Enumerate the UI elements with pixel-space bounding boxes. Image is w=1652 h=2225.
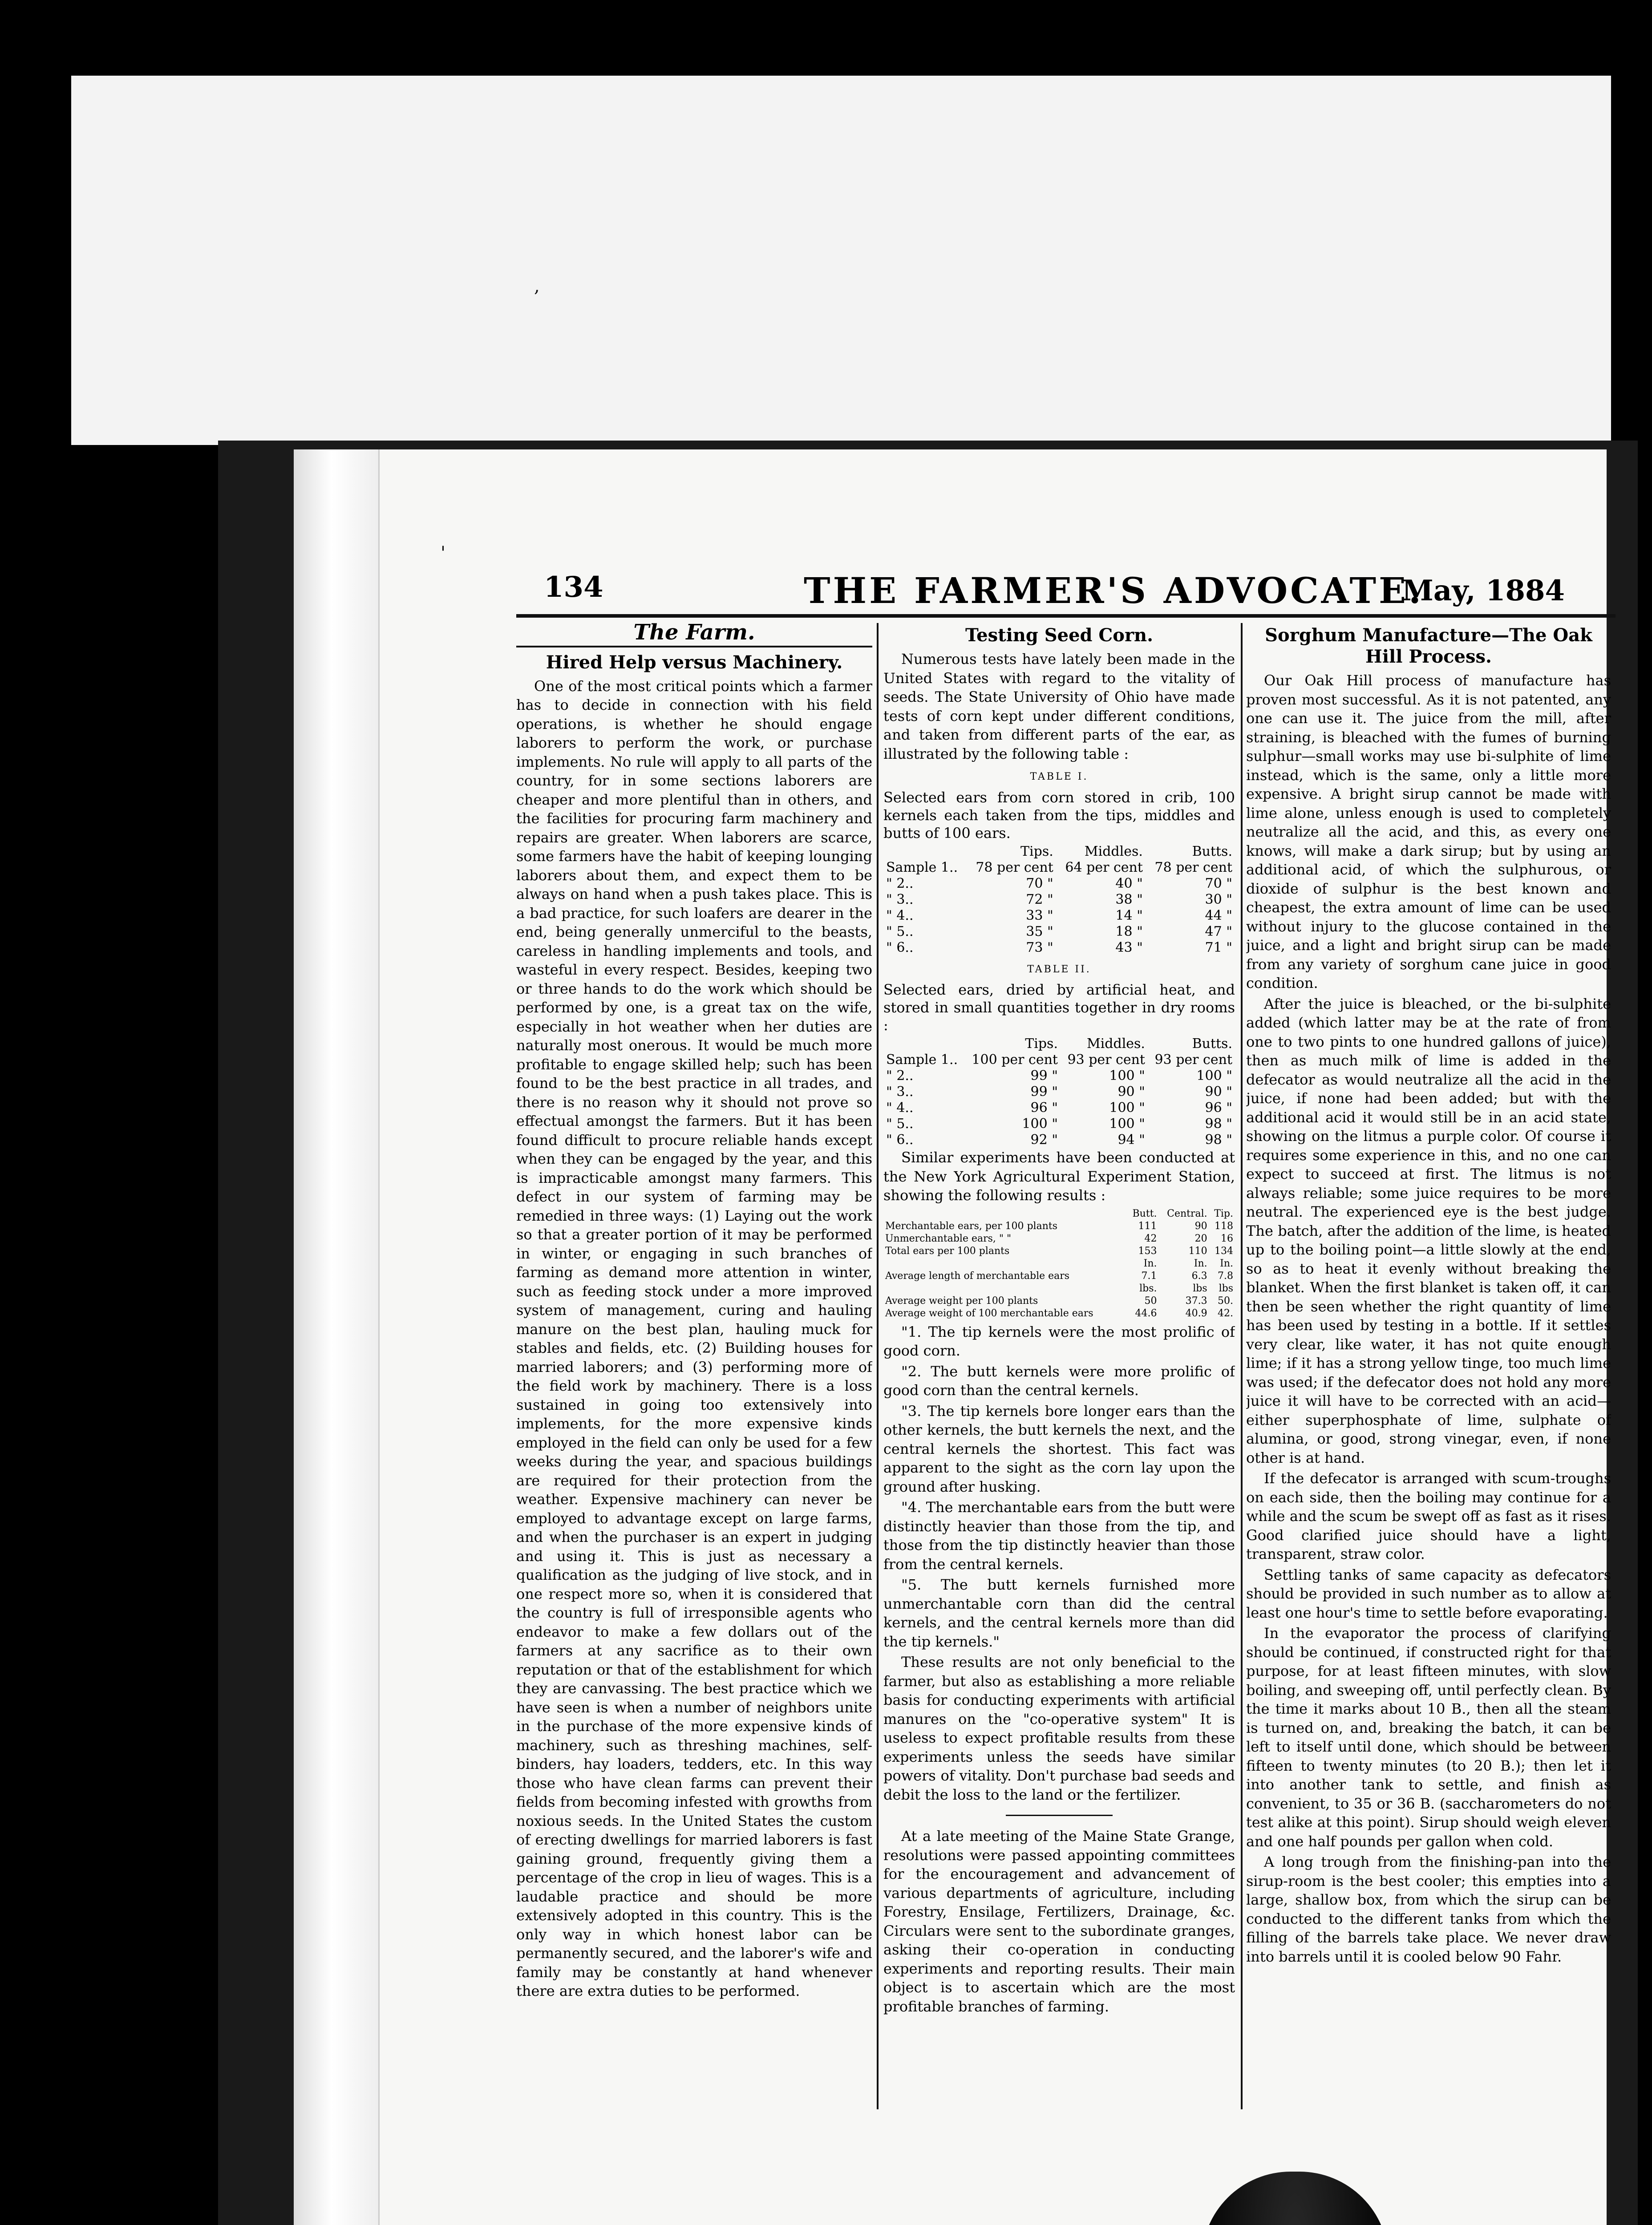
- article-paragraph: A long trough from the finishing-pan into the sirup-room is the best cooler; this empties into a large, shallow box, from which the sirup can be conducted to the different tanks from which the filling of the barrels take place. We never draw into barrels until it is cooled below 90 Fahr.: [1246, 1853, 1611, 1965]
- table-cell: Average weight of 100 merchantable ears: [885, 1307, 1093, 1319]
- table-cell: 96 ": [1030, 1100, 1058, 1116]
- table-caption: Selected ears, dried by artificial heat, and stored in small quantities together in dry rooms :: [883, 981, 1235, 1034]
- table-cell: lbs: [1219, 1282, 1233, 1294]
- middle-column: [883, 623, 1235, 2105]
- table-cell: 100 ": [1109, 1116, 1145, 1132]
- page-binding: [294, 449, 380, 2225]
- table-title: TABLE I.: [1030, 771, 1089, 782]
- table-cell: 33 ": [1026, 907, 1053, 923]
- table-cell: 78 per cent: [976, 859, 1053, 875]
- table-cell: 7.1: [1141, 1270, 1157, 1282]
- table-cell: [883, 1282, 1126, 1295]
- table-row: [883, 860, 1235, 876]
- table-row: [883, 1295, 1235, 1307]
- table-cell: 118: [1215, 1220, 1233, 1232]
- article-paragraph: In the evaporator the process of clarifying should be continued, if constructed right for that purpose, for at least fifteen minutes, with slow boiling, and sweeping off, until perfectly clean. By the time it marks about 10 B., then all the steam is turned on, and, breaking the batch, it can be left to itself until done, which should be between fifteen to twenty minutes (to 20 B.); then let it into another tank to settle, and finish as convenient, to 35 or 36 B. (saccharometers do not test alike at this point). Sirup should weigh eleven and one half pounds per gallon when cold.: [1246, 1625, 1611, 1850]
- table-cell: 100 ": [1022, 1116, 1058, 1132]
- table-cell: 40.9: [1185, 1307, 1207, 1319]
- issue-date: May, 1884: [1402, 574, 1565, 607]
- film-speck: ,: [534, 276, 540, 296]
- table-cell: 70 ": [1026, 875, 1053, 891]
- table-cell: 100 ": [1109, 1068, 1145, 1084]
- table-cell: 64 per cent: [1065, 859, 1143, 875]
- table-row: [883, 1245, 1235, 1258]
- table-cell: 6.3: [1191, 1270, 1207, 1282]
- table-cell: In.: [1194, 1258, 1207, 1269]
- column-rule: [1241, 623, 1243, 2109]
- table-row: [883, 1052, 1235, 1068]
- article-paragraph: After the juice is bleached, or the bi-sulphite added (which latter may be at the rate of from one to two pints to one hundred gallons of juice), then as much milk of lime is added in the defecator as would neutralize all the acid in the juice, if none had been added; but with the additional acid it would still be in an acid state, showing on the litmus a purple color. Of course it requires some experience in this, and no one can expect to succeed at first. The litmus is not always reliable; some juice requires to be more neutral. The experienced eye is the best judge. The batch, after the addition of the lime, is heated up to the boiling point—a little slowly at the end, so as to heat it evenly without breaking the blanket. When the first blanket is taken off, it can then be seen whether the right quantity of lime has been used by testing in a bottle. If it settles very clear, like water, it has not quite enough lime; if it has a strong yellow tinge, too much lime was used; if the defecator does not hold any more juice it will have to be corrected with an acid—either superphosphate of lime, sulphate of alumina, or good, strong vinegar, even, if none other is at hand.: [1246, 995, 1611, 1466]
- table-header: [883, 844, 967, 860]
- table-cell: " 3..: [886, 1084, 914, 1100]
- table-row: [883, 1068, 1235, 1084]
- table-cell: 73 ": [1026, 939, 1053, 955]
- article-paragraph: Similar experiments have been conducted at the New York Agricultural Experiment Station, showing the following results :: [883, 1149, 1235, 1204]
- table-cell: 30 ": [1205, 891, 1232, 907]
- film-speck: ': [441, 543, 445, 563]
- table-cell: 50.: [1218, 1295, 1233, 1307]
- table-cell: 98 ": [1205, 1132, 1232, 1148]
- seed-table-2: [883, 1036, 1235, 1148]
- table-cell: 99 ": [1030, 1084, 1058, 1100]
- table-cell: 96 ": [1205, 1100, 1232, 1116]
- table-cell: 153: [1138, 1245, 1157, 1257]
- table-cell: lbs: [1193, 1282, 1207, 1294]
- table-cell: " 2..: [886, 1068, 914, 1084]
- table-header: Middles.: [1084, 843, 1143, 859]
- table-cell: 94 ": [1118, 1132, 1145, 1148]
- table-header: [883, 1208, 1126, 1220]
- ny-results-table: [883, 1208, 1235, 1320]
- table-row: [883, 1132, 1235, 1148]
- table-row: [883, 1258, 1235, 1270]
- article-paragraph: If the defecator is arranged with scum-troughs on each side, then the boiling may continue for a while and the scum be swept off as fast as it rises. Good clarified juice should have a light, transparent, straw color.: [1246, 1470, 1611, 1562]
- table-cell: " 5..: [886, 1116, 914, 1132]
- table-row: [883, 924, 1235, 940]
- table-cell: 43 ": [1115, 939, 1143, 955]
- column-rule: [877, 623, 879, 2109]
- table-cell: 50: [1144, 1295, 1157, 1307]
- table-caption: Selected ears from corn stored in crib, 100 kernels each taken from the tips, middles and butts of 100 ears.: [883, 789, 1235, 841]
- table-cell: Sample 1..: [886, 859, 958, 875]
- table-cell: 90 ": [1205, 1084, 1232, 1100]
- table-header: Tip.: [1214, 1208, 1233, 1219]
- table-cell: 110: [1188, 1245, 1207, 1257]
- table-cell: " 5..: [886, 923, 914, 939]
- table-cell: " 2..: [886, 875, 914, 891]
- table-title: TABLE II.: [1027, 963, 1091, 975]
- table-row: [883, 1100, 1235, 1116]
- table-cell: " 3..: [886, 891, 914, 907]
- table-row: [883, 1270, 1235, 1282]
- table-cell: 78 per cent: [1154, 859, 1232, 875]
- table-cell: Sample 1..: [886, 1052, 958, 1068]
- table-cell: 14 ": [1115, 907, 1143, 923]
- table-header: [883, 1036, 964, 1052]
- table-row: [883, 1220, 1235, 1233]
- table-cell: 100 ": [1109, 1100, 1145, 1116]
- article-paragraph: Numerous tests have lately been made in the United States with regard to the vitality of seeds. The State University of Ohio have made tests of corn kept under different conditions, and taken from different parts of the ear, as illustrated by the following table :: [883, 651, 1235, 762]
- table-header: Tips.: [1025, 1036, 1058, 1052]
- masthead-rule: [516, 614, 1616, 618]
- table-cell: [883, 1258, 1126, 1270]
- table-cell: 93 per cent: [1067, 1052, 1145, 1068]
- film-background: [71, 76, 1611, 445]
- table-header: Butts.: [1192, 1036, 1232, 1052]
- seed-table-1: [883, 844, 1235, 956]
- table-cell: 92 ": [1030, 1132, 1058, 1148]
- finding-paragraph: "3. The tip kernels bore longer ears than the other kernels, the butt kernels the next, and the central kernels the shortest. This fact was apparent to the sight as the corn lay upon the ground after husking.: [883, 1402, 1235, 1495]
- table-row: [883, 1084, 1235, 1100]
- table-cell: 42.: [1218, 1307, 1233, 1319]
- table-cell: 111: [1138, 1220, 1157, 1232]
- table-cell: 47 ": [1205, 923, 1232, 939]
- page-number: 134: [544, 570, 603, 604]
- table-cell: In.: [1143, 1258, 1157, 1269]
- table-cell: 16: [1221, 1233, 1233, 1244]
- finding-paragraph: "4. The merchantable ears from the butt were distinctly heavier than those from the tip, and those from the tip distinctly heavier than those from the central kernels.: [883, 1499, 1235, 1573]
- table-cell: 98 ": [1205, 1116, 1232, 1132]
- table-cell: 90 ": [1118, 1084, 1145, 1100]
- table-row: [883, 1307, 1235, 1320]
- table-cell: 44 ": [1205, 907, 1232, 923]
- table-header: Butts.: [1192, 843, 1232, 859]
- table-cell: 71 ": [1205, 939, 1232, 955]
- table-cell: 42: [1144, 1233, 1157, 1244]
- table-header-row: [883, 844, 1235, 860]
- article-paragraph: Our Oak Hill process of manufacture has proven most successful. As it is not patented, any one can use it. The juice from the mill, after straining, is bleached with the fumes of burning sulphur—small works may use bi-sulphite of lime instead, which is the same, only a little more expensive. A bright sirup cannot be made with lime alone, unless enough is used to completely neutralize all the acid, and this, as every one knows, will make a dark sirup; but by using an additional acid, of which the sulphurous, or dioxide of sulphur is the best known and cheapest, the extra amount of lime can be used without injury to the glucose contained in the juice, and a light and bright sirup can be made from any variety of sorghum cane juice in good condition.: [1246, 672, 1611, 991]
- left-column: [516, 623, 872, 2100]
- table-cell: In.: [1220, 1258, 1233, 1269]
- news-note: At a late meeting of the Maine State Grange, resolutions were passed appointing committees for the encouragement and advancement of various departments of agriculture, including Forestry, Ensilage, Fertilizers, Drainage, &c. Circulars were sent to the subordinate granges, asking their co-operation in conducting experiments and reporting results. Their main object is to ascertain which are the most profitable branches of farming.: [883, 1828, 1235, 2015]
- table-cell: 37.3: [1185, 1295, 1207, 1307]
- table-cell: 100 ": [1196, 1068, 1232, 1084]
- table-cell: 99 ": [1030, 1068, 1058, 1084]
- table-row: [883, 908, 1235, 924]
- finding-paragraph: "2. The butt kernels were more prolific of good corn than the central kernels.: [883, 1363, 1235, 1399]
- table-header: Butt.: [1132, 1208, 1157, 1219]
- table-cell: " 6..: [886, 939, 914, 955]
- table-cell: 40 ": [1115, 875, 1143, 891]
- table-cell: 134: [1215, 1245, 1233, 1257]
- table-row: [883, 892, 1235, 908]
- department-heading: The Farm.: [516, 623, 872, 647]
- table-cell: lbs.: [1139, 1282, 1157, 1294]
- article-paragraph: These results are not only beneficial to the farmer, but also as establishing a more reliable basis for conducting experiments with artificial manures on the "co-operative system" It is useless to expect profitable results from these experiments unless the seeds have similar powers of vitality. Don't purchase bad seeds and debit the loss to the land or the fertilizer.: [883, 1654, 1235, 1803]
- table-cell: 7.8: [1218, 1270, 1233, 1282]
- table-row: [883, 876, 1235, 892]
- masthead-title: THE FARMER'S ADVOCATE.: [804, 570, 1424, 611]
- table-header: Tips.: [1020, 843, 1053, 859]
- table-cell: 20: [1194, 1233, 1207, 1244]
- finding-paragraph: "5. The butt kernels furnished more unmerchantable corn than did the central kernels, and the central kernels more than did the tip kernels.": [883, 1576, 1235, 1650]
- finding-paragraph: "1. The tip kernels were the most prolific of good corn.: [883, 1323, 1235, 1359]
- section-divider: [1006, 1815, 1113, 1816]
- article-paragraph: Settling tanks of same capacity as defecators should be provided in such number as to allow at least one hour's time to settle before evaporating.: [1246, 1566, 1611, 1621]
- table-header-row: [883, 1208, 1235, 1220]
- article-paragraph: One of the most critical points which a farmer has to decide in connection with his field operations, is whether he should engage laborers to perform the work, or purchase implements. No rule will apply to all parts of the country, for in some sections laborers are cheaper and more plentiful than in others, and the facilities for procuring farm machinery and repairs are greater. When laborers are scarce, some farmers have the habit of keeping lounging laborers about them, and expect them to be always on hand when a push takes place. This is a bad practice, for such loafers are dearer in the end, being generally unmerciful to the beasts, careless in handling implements and tools, and wasteful in every respect. Besides, keeping two or three hands to do the work which should be performed by one, is a great tax on the wife, especially in hot weather when her duties are naturally most onerous. It would be much more profitable to engage skilled help; such has been found to be the best practice in all trades, and there is no reason why it should not prove so effectual amongst the farmers. But it has been found difficult to procure reliable hands except when they can be engaged by the year, and this is impracticable amongst many farmers. This defect in our system of farming may be remedied in three ways: (1) Laying out the work so that a greater portion of it may be performed in winter, or engaging in such branches of farming as demand more attention in winter, such as feeding stock under a more improved system of management, curing and hauling manure on the best plan, hauling muck for stables and fields, etc. (2) Building houses for married laborers; and (3) performing more of the field work by machinery. There is a loss sustained in going too extensively into implements, for the more expensive kinds employed in the field can only be used for a few weeks during the year, and spacious buildings are required for their protection from the weather. Expensive machinery can never be employed to advantage except on large farms, and when the purchaser is an expert in judging and using it. This is just as necessary a qualification as the judging of live stock, and in one respect more so, when it is considered that the country is full of irresponsible agents who endeavor to make a few dollars out of the farmers at any sacrifice as to their own reputation or that of the establishment for which they are canvassing. The best practice which we have seen is when a number of neighbors unite in the purchase of the more expensive kinds of machinery, such as threshing machines, self-binders, hay loaders, tedders, etc. In this way those who have clean farms can prevent their fields from becoming infested with growths from noxious seeds. In the United States the custom of erecting dwellings for married laborers is fast gaining ground, frequently giving them a percentage of the crop in lieu of wages. This is a laudable practice and should be more extensively adopted in this country. This is the only way in which honest labor can be permanently secured, and the laborer's wife and family may be constantly at hand whenever there are extra duties to be performed.: [516, 677, 872, 1999]
- table-cell: 100 per cent: [972, 1052, 1058, 1068]
- table-cell: 18 ": [1115, 923, 1143, 939]
- table-header-row: [883, 1036, 1235, 1052]
- article-headline: Sorghum Manufacture—The Oak Hill Process.: [1265, 625, 1592, 667]
- table-header: Middles.: [1086, 1036, 1145, 1052]
- table-cell: " 4..: [886, 1100, 914, 1116]
- table-row: [883, 1233, 1235, 1245]
- table-row: [883, 940, 1235, 956]
- table-cell: Average length of merchantable ears: [885, 1270, 1070, 1282]
- table-cell: Unmerchantable ears, " ": [885, 1233, 1012, 1244]
- table-header: Central.: [1167, 1208, 1207, 1219]
- table-cell: Average weight per 100 plants: [885, 1295, 1038, 1307]
- table-cell: 90: [1194, 1220, 1207, 1232]
- table-cell: 35 ": [1026, 923, 1053, 939]
- table-cell: Merchantable ears, per 100 plants: [885, 1220, 1057, 1232]
- table-row: [883, 1116, 1235, 1132]
- table-cell: 72 ": [1026, 891, 1053, 907]
- table-cell: 44.6: [1135, 1307, 1157, 1319]
- table-cell: " 4..: [886, 907, 914, 923]
- table-cell: 70 ": [1205, 875, 1232, 891]
- right-column: [1246, 623, 1611, 2109]
- table-cell: 38 ": [1115, 891, 1143, 907]
- article-headline: Hired Help versus Machinery.: [546, 651, 843, 673]
- table-cell: " 6..: [886, 1132, 914, 1148]
- table-cell: 93 per cent: [1154, 1052, 1232, 1068]
- table-cell: Total ears per 100 plants: [885, 1245, 1010, 1257]
- table-row: [883, 1282, 1235, 1295]
- article-headline: Testing Seed Corn.: [965, 625, 1154, 646]
